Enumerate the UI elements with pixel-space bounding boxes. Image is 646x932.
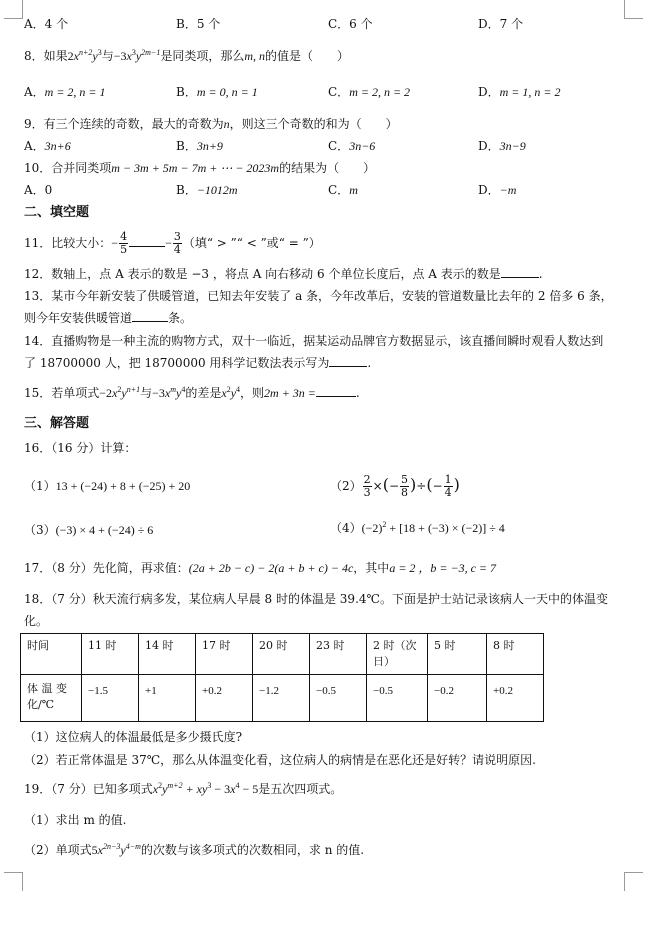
question-14-line-2: 了 18700000 人，把 18700000 用科学记数法表示写为 . <box>24 356 372 370</box>
table-cell: −1.2 <box>253 675 310 722</box>
question-16-part-1: （1）13 + (−24) + 8 + (−25) + 20 <box>24 479 191 493</box>
q9-option-a: A．3n+6 <box>24 139 71 153</box>
q8-option-c: C．m = 2, n = 2 <box>328 85 411 99</box>
table-cell: 5 时 <box>428 634 487 675</box>
table-cell: 17 时 <box>196 634 253 675</box>
corner-mark-top-right <box>624 0 643 19</box>
table-cell: −0.5 <box>310 675 367 722</box>
question-16-title: 16．（16 分）计算： <box>24 441 137 455</box>
question-18-sub-2: （2）若正常体温是 37℃，那么从体温变化看，这位病人的病情是在恶化还是好转？请说明原因. <box>24 753 536 767</box>
question-14-line-1: 14．直播购物是一种主流的购物方式，双十一临近，据某运动品牌官方数据显示，该直播间瞬时观看人数达到 <box>24 334 604 348</box>
question-13-line-2: 则今年安装供暖管道 条。 <box>24 311 193 325</box>
table-cell: 时间 <box>21 634 82 675</box>
corner-mark-top-left <box>4 0 23 19</box>
table-cell: 23 时 <box>310 634 367 675</box>
question-19-sub-1: （1）求出 m 的值. <box>24 813 127 827</box>
question-16-part-4: $(4)(-2)^2 + [18 + (-3) \times (-2)] \div 4$ <box>330 520 505 535</box>
question-18-line-2: 化。 <box>24 614 49 628</box>
q10-option-c: C．m <box>328 183 358 197</box>
q8-term-1: $2x^{n+2}y^3$ <box>67 48 102 63</box>
q8-variables: m, n <box>244 49 266 63</box>
q8-option-d: D．m = 1, n = 2 <box>478 85 561 99</box>
q7-option-d: D．7 个 <box>478 17 524 31</box>
table-cell: +0.2 <box>196 675 253 722</box>
table-cell: 2 时（次日） <box>367 634 428 675</box>
q8-option-a: A．m = 2, n = 1 <box>24 85 106 99</box>
q8-option-b: B．m = 0, n = 1 <box>176 85 258 99</box>
q10-option-a: A．0 <box>24 183 53 197</box>
corner-mark-bottom-left <box>4 872 23 891</box>
table-cell: +0.2 <box>487 675 544 722</box>
question-18-line-1: 18．（7 分）秋天流行病多发，某位病人早晨 8 时的体温是 39.4℃。下面是护士站记录该病人一天中的体温变 <box>24 592 608 606</box>
table-cell: 体 温 变 化/℃ <box>21 675 82 722</box>
question-8: 8．如果$2x^{n+2}y^3$与$-3x^3y^{2m-1}$是同类项，那么m, n的值是（ ） <box>24 48 350 63</box>
question-11: 11．比较大小：− $\frac{4}{5}$ − $\frac{3}{4}$ （填“ > ”“ < ”或“ = ”） <box>24 230 321 256</box>
q7-option-b: B．5 个 <box>176 17 221 31</box>
q10-option-b: B．−1012m <box>176 183 238 197</box>
question-19: 19．（7 分）已知多项式$x^2y^{m+2} + xy^3 - 3x^4 - 5$是五次四项式。 <box>24 781 343 796</box>
section-solve: 三、解答题 <box>24 416 90 431</box>
q9-option-d: D．3n−9 <box>478 139 526 153</box>
corner-mark-bottom-right <box>624 872 643 891</box>
table-row <box>21 634 544 675</box>
table-cell: 14 时 <box>139 634 196 675</box>
q9-option-c: C．3n−6 <box>328 139 376 153</box>
q9-option-b: B．3n+9 <box>176 139 223 153</box>
table-cell: +1 <box>139 675 196 722</box>
question-12: 12．数轴上，点 A 表示的数是 −3 ，将点 A 向右移动 6 个单位长度后，点 A 表示的数是 . <box>24 267 543 281</box>
temperature-table <box>20 633 544 722</box>
question-16-part-3: （3）(−3) × 4 + (−24) ÷ 6 <box>24 523 154 537</box>
question-19-sub-2: （2）单项式$5x^{2n-3}y^{4-m}$的次数与该多项式的次数相同，求 n 的值. <box>24 842 365 857</box>
question-10: 10．合并同类项m − 3m + 5m − 7m + ⋯ − 2023m的结果为（ ） <box>24 161 376 175</box>
q10-option-d: D．−m <box>478 183 517 197</box>
section-fill-in: 二、填空题 <box>24 205 90 220</box>
table-cell: −0.2 <box>428 675 487 722</box>
table-cell: −1.5 <box>82 675 139 722</box>
table-row <box>21 675 544 722</box>
question-9: 9．有三个连续的奇数，最大的奇数为n，则这三个奇数的和为（ ） <box>24 117 398 131</box>
table-cell: 20 时 <box>253 634 310 675</box>
table-cell: 11 时 <box>82 634 139 675</box>
question-13-line-1: 13．某市今年新安装了供暖管道，已知去年安装了 a 条，今年改革后，安装的管道数量比去年的 2 倍多 6 条， <box>24 289 613 303</box>
question-17: 17．（8 分）先化简，再求值：(2a + 2b − c) − 2(a + b + c) − 4c，其中a = 2 ，b = −3, c = 7 <box>24 561 497 575</box>
q7-option-a: A．4 个 <box>24 17 69 31</box>
table-cell: 8 时 <box>487 634 544 675</box>
question-16-part-2: （2） $\frac{2}{3}$ ×(− $\frac{5}{8}$ )÷(− $\frac{1}{4}$ ) <box>330 473 460 499</box>
q8-term-2: $-3x^3y^{2m-1}$ <box>113 48 161 63</box>
q7-option-c: C．6 个 <box>328 17 373 31</box>
table-cell: −0.5 <box>367 675 428 722</box>
question-15: 15．若单项式$-2x^2y^{n+1}$与$-3x^my^4$的差是$x^2y^4$，则2m + 3n = . <box>24 385 360 400</box>
question-18-sub-1: （1）这位病人的体温最低是多少摄氏度? <box>24 730 243 744</box>
